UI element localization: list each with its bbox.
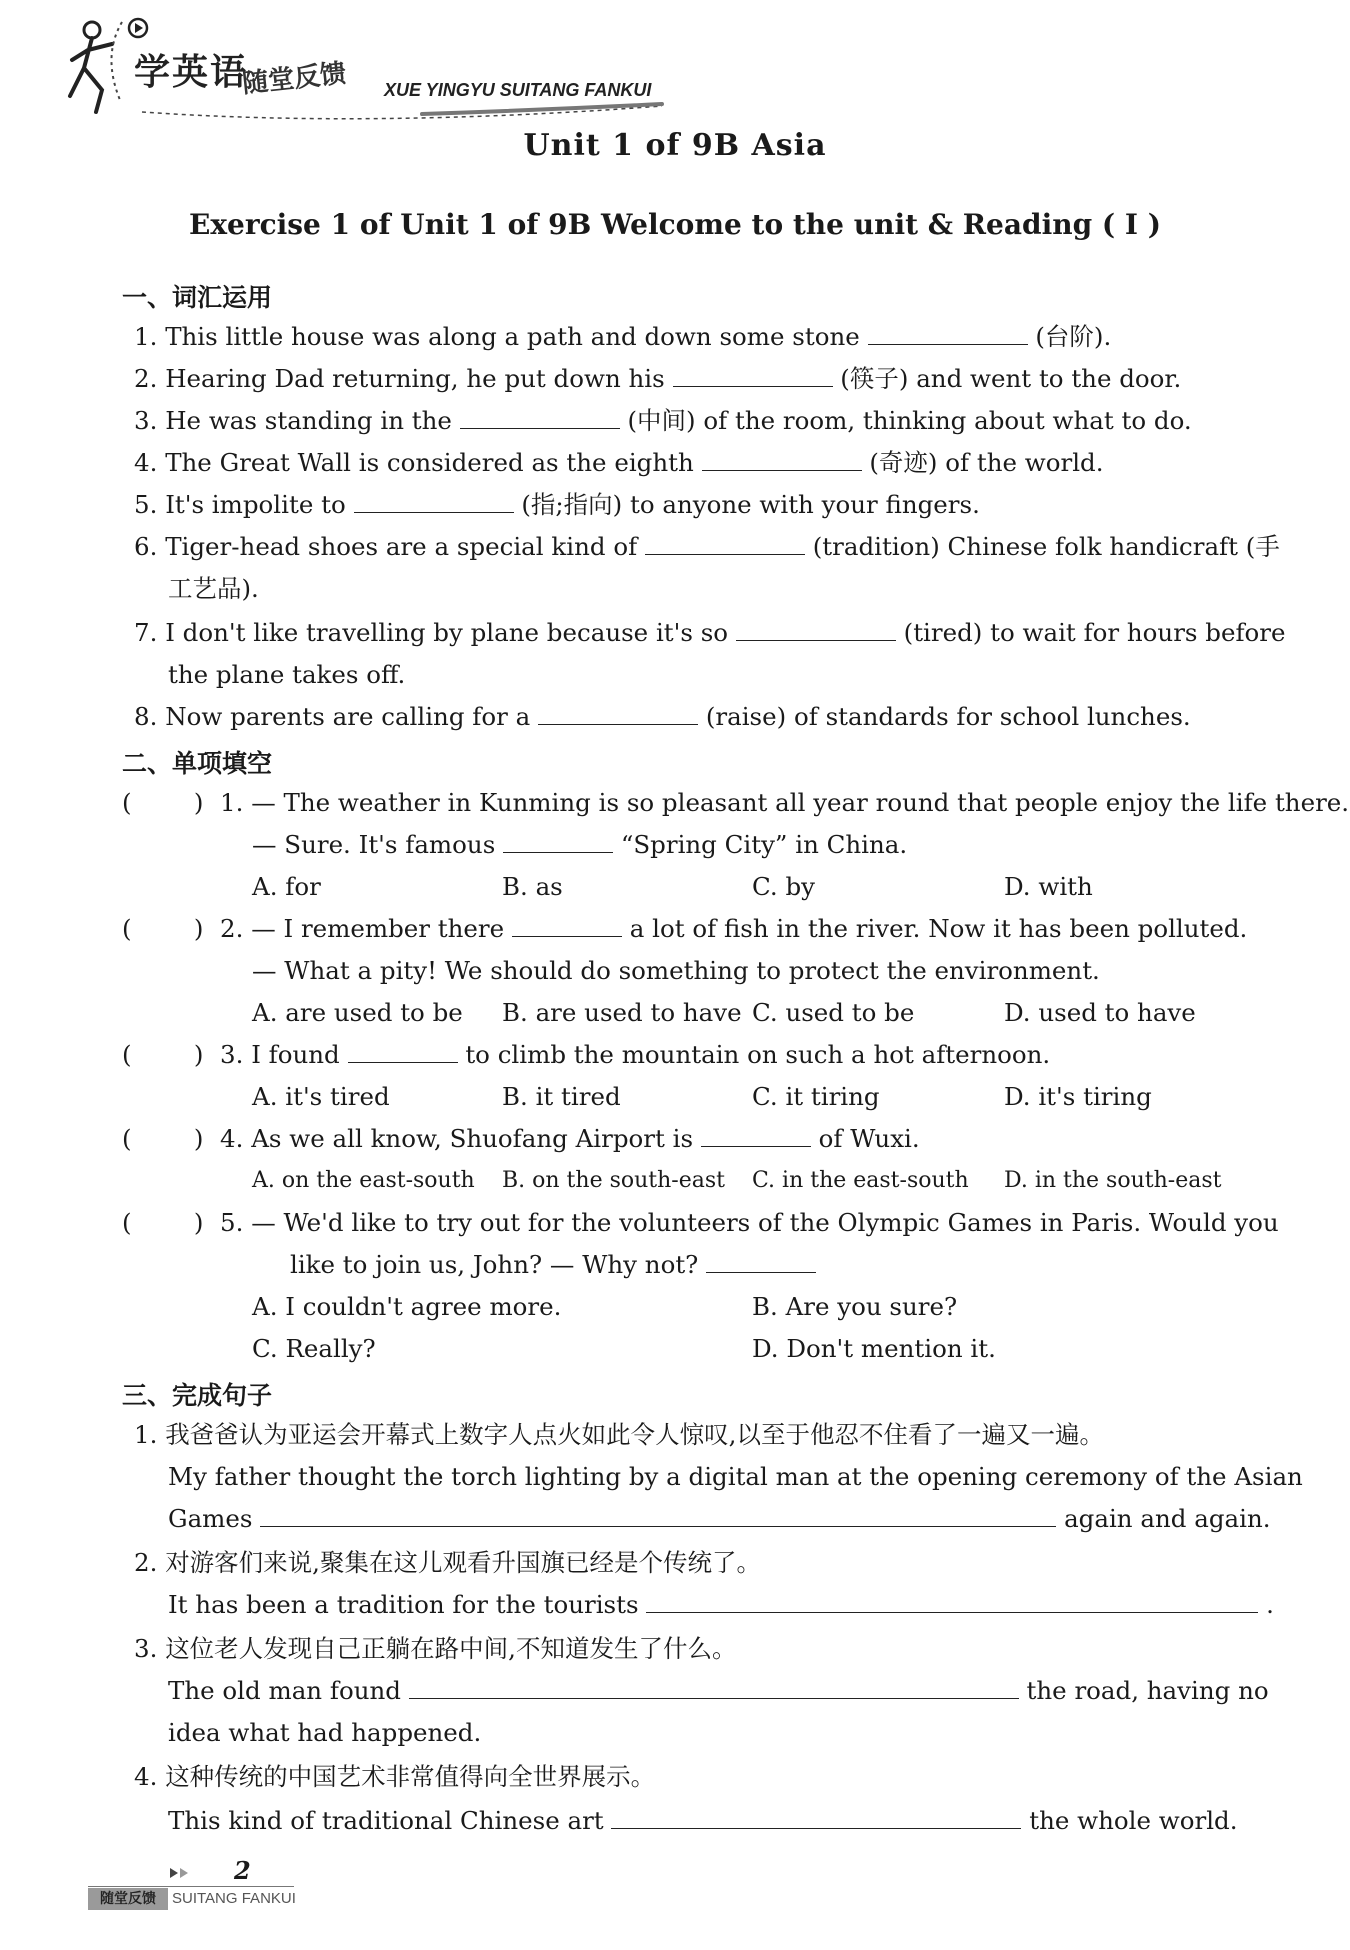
vocab-item-5 — [134, 490, 980, 520]
item-hint: (中间) of the room, thinking about what to do. — [627, 406, 1192, 435]
translate-item-1-chinese — [134, 1420, 1104, 1450]
sentence-text: again and again. — [1064, 1504, 1271, 1533]
item-number: 2. — [134, 364, 158, 393]
item-text: He was standing in the — [165, 406, 452, 435]
mc-option-3b[interactable]: B. it tired — [502, 1082, 621, 1111]
answer-blank[interactable] — [409, 1676, 1019, 1699]
mc-option-3c[interactable]: C. it tiring — [752, 1082, 880, 1111]
question-number: 5. — [220, 1208, 244, 1237]
item-text: It's impolite to — [165, 490, 346, 519]
question-text: of Wuxi. — [818, 1124, 920, 1153]
translate-item-4-chinese — [134, 1762, 655, 1792]
translate-item-1-english: My father thought the torch lighting by a digital man at the opening ceremony of the Asian — [168, 1462, 1303, 1491]
exercise-title: Exercise 1 of Unit 1 of 9B Welcome to the unit & Reading ( Ⅰ ) — [188, 208, 1161, 241]
mc-option-5b[interactable]: B. Are you sure? — [752, 1292, 958, 1321]
question-text: like to join us, John? — Why not? — [290, 1250, 699, 1279]
mc-option-5c[interactable]: C. Really? — [252, 1334, 376, 1363]
mc-option-2d[interactable]: D. used to have — [1004, 998, 1196, 1027]
section-heading-vocabulary: 一、词汇运用 — [122, 283, 273, 312]
answer-blank[interactable] — [503, 830, 613, 853]
translate-item-4-english — [168, 1806, 1238, 1836]
answer-blank[interactable] — [512, 914, 622, 937]
item-number: 5. — [134, 490, 158, 519]
answer-blank[interactable] — [868, 322, 1028, 345]
sentence-text: . — [1266, 1590, 1274, 1619]
answer-parenthesis-4[interactable]: ( ) — [122, 1124, 204, 1153]
vocab-item-7 — [134, 618, 1285, 648]
vocab-item-6 — [134, 532, 1280, 562]
footer-divider — [88, 1886, 294, 1887]
item-number: 1. — [134, 322, 158, 351]
question-text: — I remember there — [251, 914, 505, 943]
answer-blank[interactable] — [701, 1124, 811, 1147]
answer-blank[interactable] — [260, 1504, 1056, 1527]
question-number: 1. — [220, 788, 244, 817]
question-number: 3. — [220, 1040, 244, 1069]
item-text: The Great Wall is considered as the eighth — [165, 448, 694, 477]
vocab-item-2 — [134, 364, 1181, 394]
translate-item-3-chinese — [134, 1634, 736, 1664]
vocab-item-8 — [134, 702, 1191, 732]
translate-item-2-english — [168, 1590, 1274, 1620]
item-hint: (筷子) and went to the door. — [840, 364, 1182, 393]
answer-blank[interactable] — [538, 702, 698, 725]
mc-option-1b[interactable]: B. as — [502, 872, 563, 901]
item-number: 7. — [134, 618, 158, 647]
item-number: 1. — [134, 1420, 158, 1449]
sentence-text: It has been a tradition for the tourists — [168, 1590, 639, 1619]
vocab-item-1 — [134, 322, 1111, 352]
sentence-text: This kind of traditional Chinese art — [168, 1806, 604, 1835]
answer-blank[interactable] — [460, 406, 620, 429]
mc-question-3 — [220, 1040, 1050, 1070]
item-number: 3. — [134, 1634, 158, 1663]
question-text: to climb the mountain on such a hot afternoon. — [465, 1040, 1051, 1069]
question-text: “Spring City” in China. — [620, 830, 908, 859]
vocab-item-6-continued: 工艺品). — [168, 574, 259, 603]
mc-option-1d[interactable]: D. with — [1004, 872, 1093, 901]
item-hint: (奇迹) of the world. — [869, 448, 1104, 477]
mc-option-4b[interactable]: B. on the south-east — [502, 1168, 725, 1193]
mc-option-5a[interactable]: A. I couldn't agree more. — [252, 1292, 562, 1321]
answer-blank[interactable] — [348, 1040, 458, 1063]
question-text: I found — [251, 1040, 340, 1069]
double-arrow-icon — [168, 1866, 192, 1880]
mc-option-4a[interactable]: A. on the east-south — [252, 1168, 475, 1193]
answer-blank[interactable] — [673, 364, 833, 387]
question-number: 4. — [220, 1124, 244, 1153]
vocab-item-3 — [134, 406, 1192, 436]
answer-parenthesis-1[interactable]: ( ) — [122, 788, 204, 817]
answer-blank[interactable] — [706, 1250, 816, 1273]
mc-option-5d[interactable]: D. Don't mention it. — [752, 1334, 996, 1363]
brand-pinyin: XUE YINGYU SUITANG FANKUI — [384, 80, 652, 100]
answer-parenthesis-5[interactable]: ( ) — [122, 1208, 204, 1237]
section-heading-multiple-choice: 二、单项填空 — [122, 749, 273, 778]
vocab-item-4 — [134, 448, 1104, 478]
mc-option-2c[interactable]: C. used to be — [752, 998, 915, 1027]
translate-item-2-chinese — [134, 1548, 761, 1578]
item-number: 4. — [134, 448, 158, 477]
question-text: — Sure. It's famous — [252, 830, 496, 859]
sentence-text: the whole world. — [1029, 1806, 1238, 1835]
question-text: As we all know, Shuofang Airport is — [251, 1124, 694, 1153]
vocab-item-7-continued: the plane takes off. — [168, 660, 406, 689]
mc-option-3a[interactable]: A. it's tired — [252, 1082, 390, 1111]
mc-question-2-line-2: — What a pity! We should do something to protect the environment. — [252, 956, 1100, 985]
brand-title: 学英语 — [134, 52, 249, 93]
brand-subtitle: 随堂反馈 — [240, 58, 348, 100]
item-number: 6. — [134, 532, 158, 561]
answer-blank[interactable] — [736, 618, 896, 641]
sentence-text: The old man found — [168, 1676, 401, 1705]
item-text: Tiger-head shoes are a special kind of — [165, 532, 638, 561]
mc-question-5-line-2 — [290, 1250, 816, 1280]
translate-item-3-continued: idea what had happened. — [168, 1718, 482, 1747]
section-heading-complete-sentences: 三、完成句子 — [122, 1381, 273, 1410]
page-number: 2 — [234, 1856, 251, 1885]
chinese-sentence: 对游客们来说,聚集在这儿观看升国旗已经是个传统了。 — [165, 1548, 761, 1577]
footer-pinyin: SUITANG FANKUI — [172, 1890, 296, 1907]
item-hint: (tradition) Chinese folk handicraft (手 — [812, 532, 1280, 561]
answer-blank[interactable] — [702, 448, 862, 471]
question-text: — We'd like to try out for the volunteers of the Olympic Games in Paris. Would you — [251, 1208, 1279, 1237]
mc-option-4d[interactable]: D. in the south-east — [1004, 1168, 1222, 1193]
item-number: 4. — [134, 1762, 158, 1791]
mc-option-4c[interactable]: C. in the east-south — [752, 1168, 969, 1193]
sentence-text: Games — [168, 1504, 253, 1533]
unit-title: Unit 1 of 9B Asia — [523, 128, 827, 163]
item-hint: (指;指向) to anyone with your fingers. — [521, 490, 980, 519]
question-text: — The weather in Kunming is so pleasant all year round that people enjoy the life there. — [251, 788, 1350, 817]
answer-blank[interactable] — [611, 1806, 1021, 1829]
item-text: Now parents are calling for a — [165, 702, 531, 731]
footer-badge: 随堂反馈 — [88, 1888, 168, 1910]
question-number: 2. — [220, 914, 244, 943]
item-text: This little house was along a path and down some stone — [165, 322, 860, 351]
mc-question-1-line-2 — [252, 830, 907, 860]
chinese-sentence: 这位老人发现自己正躺在路中间,不知道发生了什么。 — [165, 1634, 737, 1663]
mc-option-1a[interactable]: A. for — [252, 872, 321, 901]
mc-question-2 — [220, 914, 1247, 944]
mc-question-5 — [220, 1208, 1279, 1238]
mc-option-3d[interactable]: D. it's tiring — [1004, 1082, 1152, 1111]
question-text: a lot of fish in the river. Now it has been polluted. — [629, 914, 1248, 943]
chinese-sentence: 这种传统的中国艺术非常值得向全世界展示。 — [165, 1762, 656, 1791]
mc-option-2b[interactable]: B. are used to have — [502, 998, 742, 1027]
mc-option-1c[interactable]: C. by — [752, 872, 815, 901]
item-text: I don't like travelling by plane because it's so — [165, 618, 729, 647]
answer-parenthesis-3[interactable]: ( ) — [122, 1040, 204, 1069]
chinese-sentence: 我爸爸认为亚运会开幕式上数字人点火如此令人惊叹,以至于他忍不住看了一遍又一遍。 — [165, 1420, 1104, 1449]
answer-blank[interactable] — [354, 490, 514, 513]
mc-question-1 — [220, 788, 1349, 818]
sentence-text: the road, having no — [1026, 1676, 1269, 1705]
translate-item-3-english — [168, 1676, 1269, 1706]
item-hint: (台阶). — [1035, 322, 1112, 351]
item-number: 2. — [134, 1548, 158, 1577]
header-banner — [62, 16, 682, 116]
translate-item-1-english-2 — [168, 1504, 1271, 1534]
item-text: Hearing Dad returning, he put down his — [165, 364, 665, 393]
item-number: 3. — [134, 406, 158, 435]
item-hint: (raise) of standards for school lunches. — [705, 702, 1191, 731]
answer-blank[interactable] — [645, 532, 805, 555]
mc-question-4 — [220, 1124, 920, 1154]
item-hint: (tired) to wait for hours before — [903, 618, 1286, 647]
item-number: 8. — [134, 702, 158, 731]
mc-option-2a[interactable]: A. are used to be — [252, 998, 463, 1027]
answer-parenthesis-2[interactable]: ( ) — [122, 914, 204, 943]
answer-blank[interactable] — [646, 1590, 1258, 1613]
